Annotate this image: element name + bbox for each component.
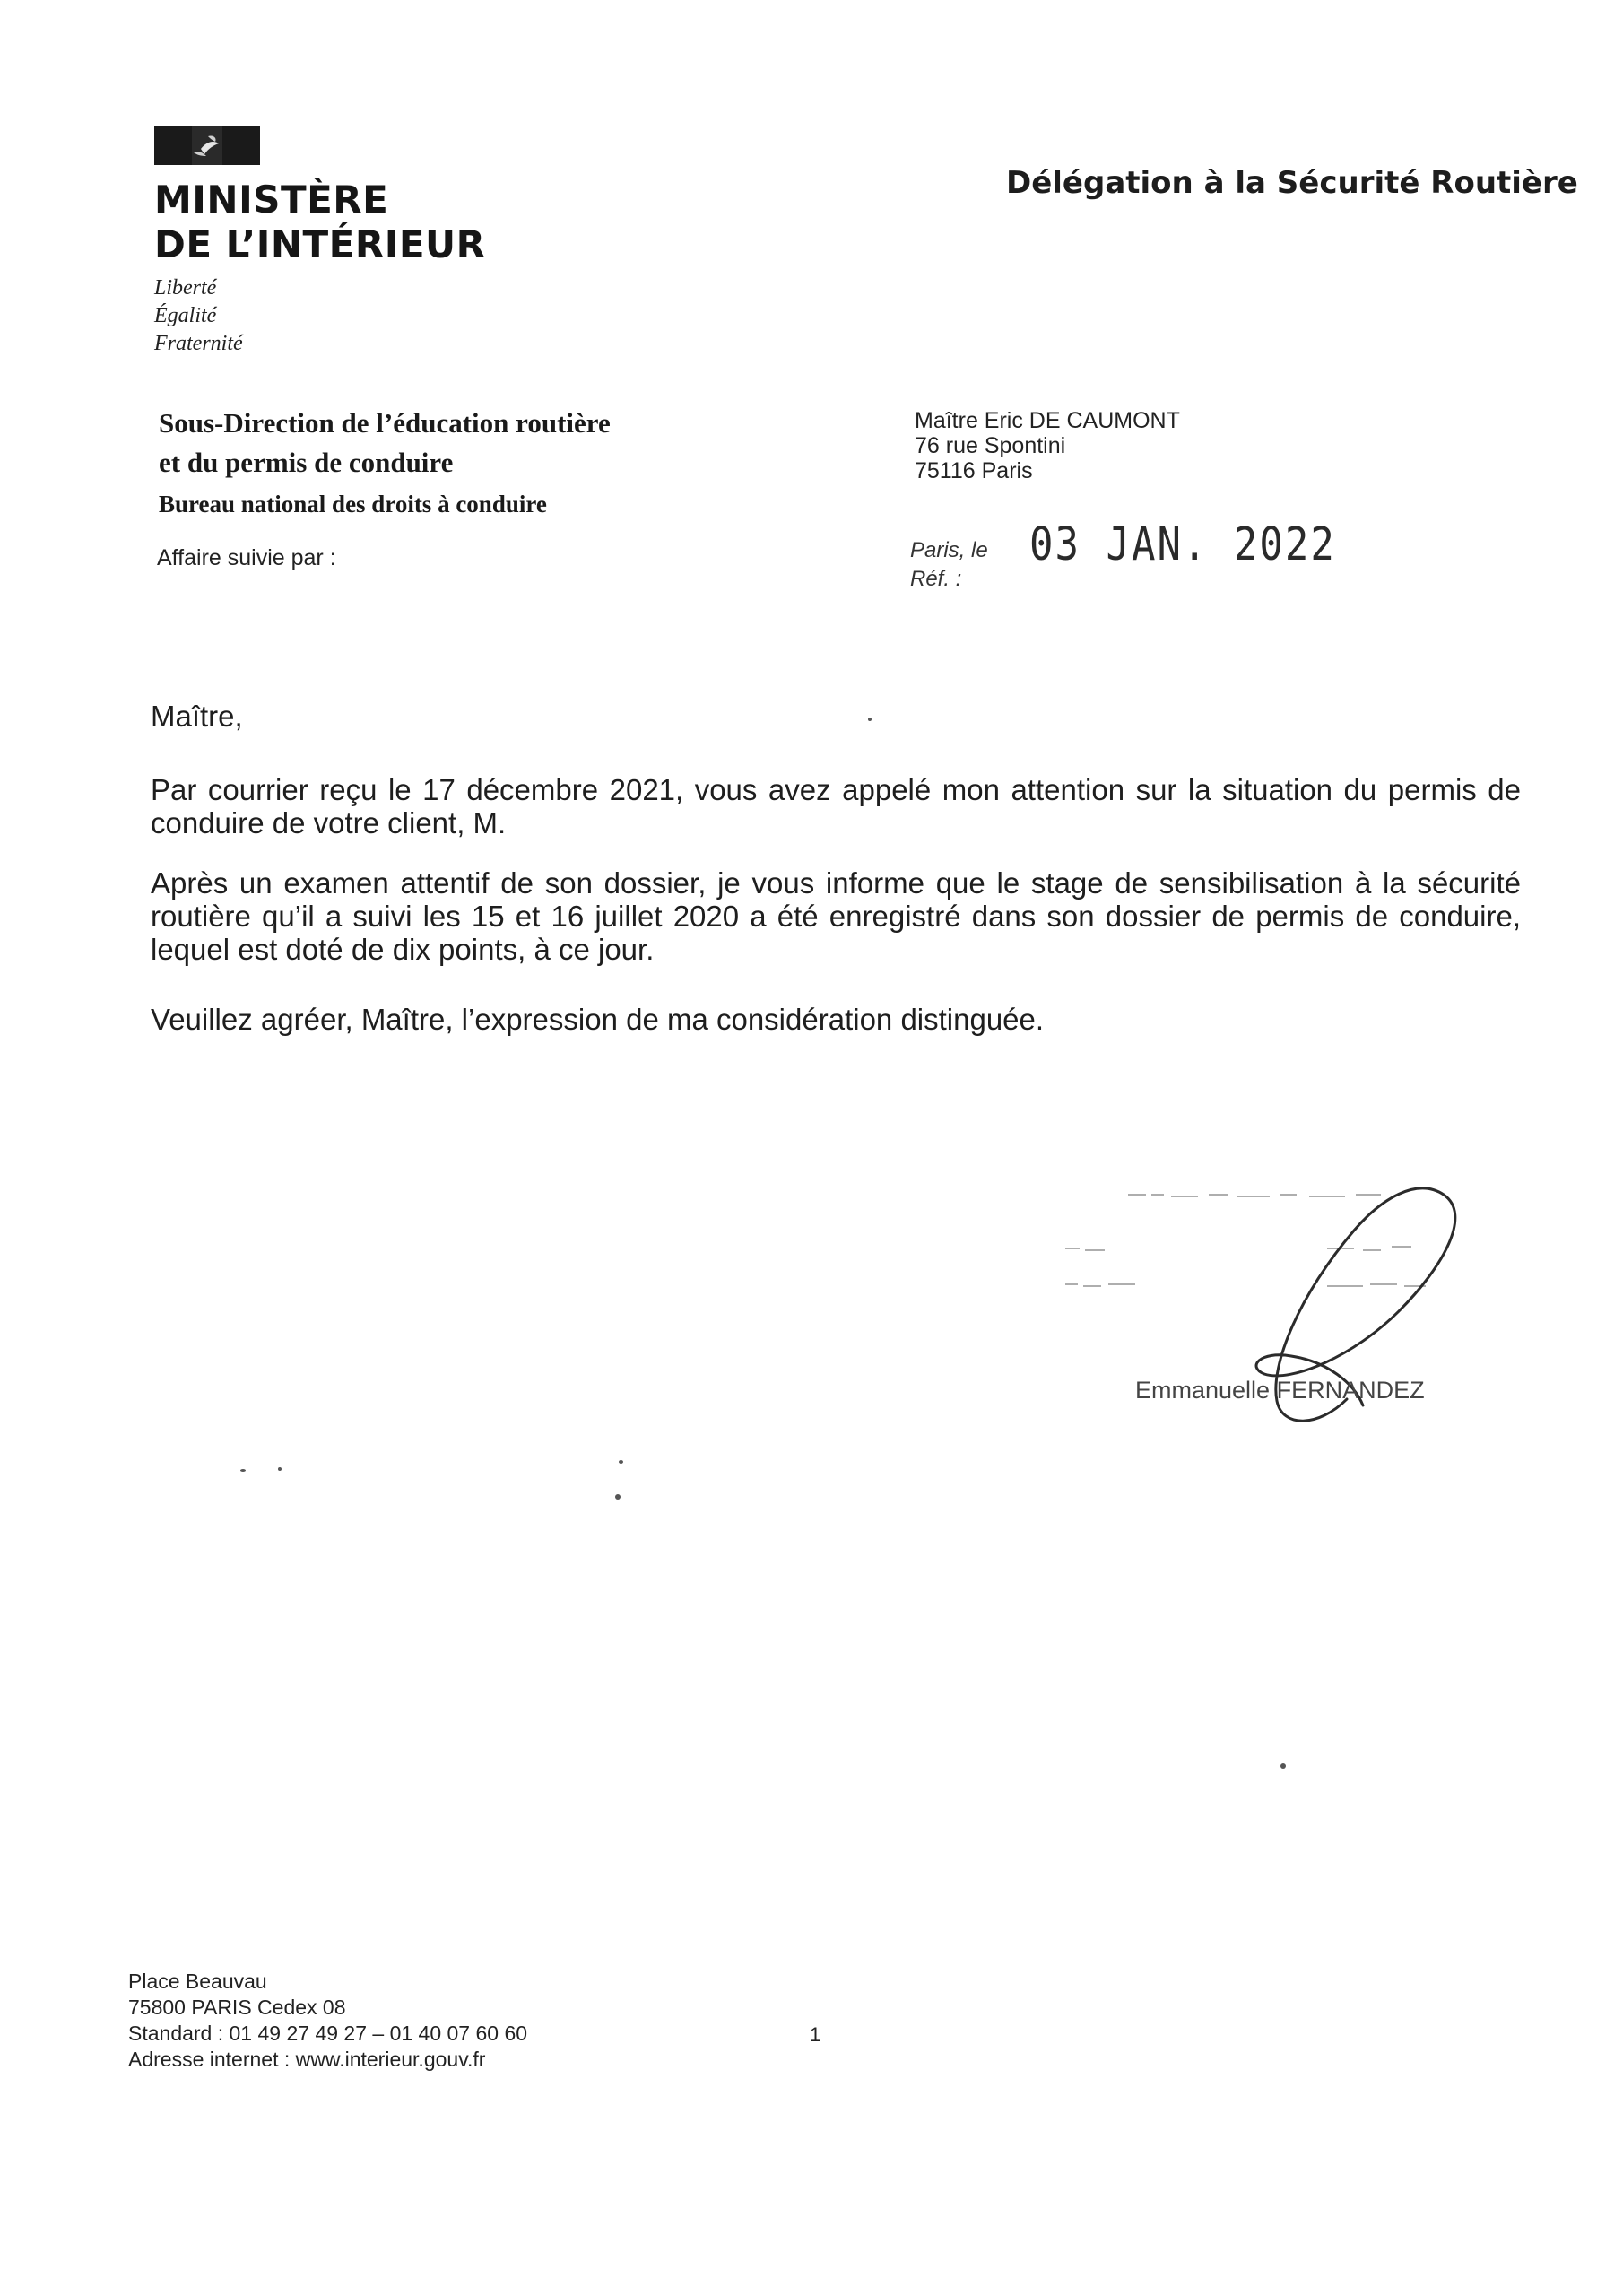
dateline-place: Paris, le [910, 538, 988, 562]
recipient-street: 76 rue Spontini [915, 433, 1066, 458]
dateline-reference: Réf. : [910, 567, 962, 591]
bureau-name: Bureau national des droits à conduire [159, 491, 547, 517]
republic-motto: Liberté Égalité Fraternité [154, 276, 243, 355]
date-stamp: 03 JAN. 2022 [1029, 518, 1336, 571]
scan-speck [278, 1467, 282, 1471]
service-line-1: Sous-Direction de l’éducation routière [159, 407, 611, 439]
page-number: 1 [810, 2023, 821, 2046]
marianne-logo-icon [154, 126, 260, 165]
scan-speck [1280, 1763, 1286, 1769]
closing-paragraph: Veuillez agréer, Maître, l’expression de ma considération distinguée. [151, 1003, 1045, 1036]
delegation-title: Délégation à la Sécurité Routière [1006, 165, 1578, 201]
body-paragraph-1: Par courrier reçu le 17 décembre 2021, vous avez appelé mon attention sur la situation du permis de conduire de votre client, M. [151, 773, 1521, 839]
dateline [910, 536, 988, 594]
footer-address [128, 1969, 527, 2073]
ministry-name: MINISTÈRE DE L’INTÉRIEUR [154, 178, 486, 266]
footer-phone: Standard : 01 49 27 49 27 – 01 40 07 60 60 [128, 2022, 528, 2045]
salutation: Maître, [151, 700, 243, 733]
body-paragraph-2: Après un examen attentif de son dossier, je vous informe que le stage de sensibilisation à la sécurité routière qu’il a suivi les 15 et 16 juillet 2020 a été enregistré dans son dossier de permis de conduire, lequel est doté de dix points, à ce jour. [151, 866, 1521, 966]
recipient-address [915, 408, 1180, 483]
signatory-name: Emmanuelle FERNANDEZ [1135, 1377, 1425, 1404]
scan-speck [240, 1469, 246, 1472]
case-followed-by: Affaire suivie par : [157, 545, 336, 570]
service-line-2: et du permis de conduire [159, 447, 454, 478]
footer-line-2: 75800 PARIS Cedex 08 [128, 1996, 346, 2019]
scan-speck [868, 718, 872, 721]
footer-website: Adresse internet : www.interieur.gouv.fr [128, 2048, 486, 2071]
signature-block [1058, 1159, 1560, 1446]
footer-line-1: Place Beauvau [128, 1970, 267, 1993]
recipient-city: 75116 Paris [915, 458, 1033, 483]
service-block [159, 404, 611, 526]
scan-speck [615, 1494, 621, 1500]
scan-speck [619, 1460, 623, 1464]
recipient-name: Maître Eric DE CAUMONT [915, 408, 1180, 433]
